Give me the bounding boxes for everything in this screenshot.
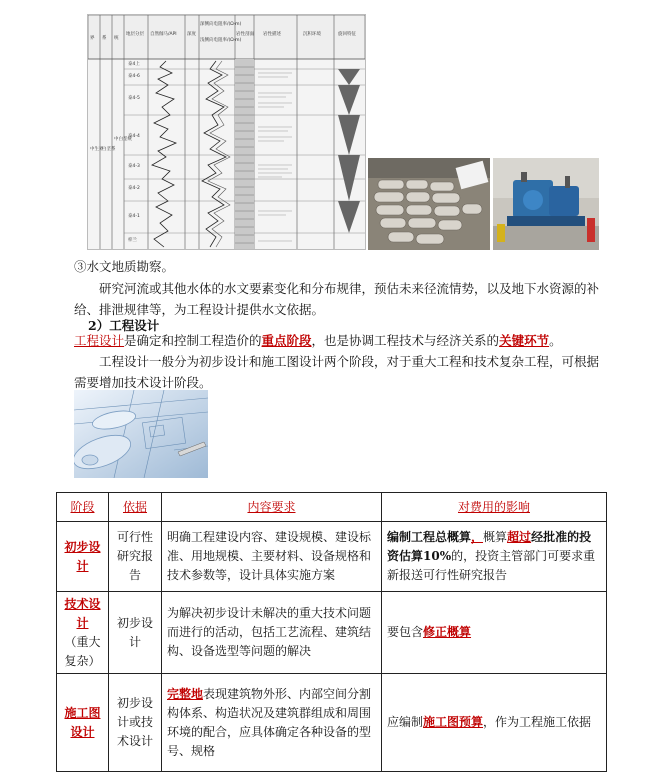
fig-era-3: 中白垩统 (114, 137, 132, 142)
row1-effect-c: 概算 (483, 530, 508, 544)
fig-s4: 泰4-4 (128, 134, 140, 139)
th-basis: 依据 (109, 493, 162, 522)
fig-s7: 泰4-1 (128, 214, 140, 219)
row1-effect (382, 522, 607, 592)
row2-stage: 技术设计 (64, 596, 101, 630)
row1-effect-e: 经批准的投资估算10% (387, 530, 592, 563)
hydro-heading: ③水文地质勘察。 (74, 259, 175, 274)
fig-h-shallow-res: 浅侧向电阻率/(Ω·m) (200, 38, 242, 43)
fig-h-lith: 岩性剖面 (236, 32, 254, 37)
fig-h-cycle: 旋回特征 (338, 32, 356, 37)
row2-basis: 初步设计 (109, 592, 162, 674)
fig-s3: 泰4-5 (128, 96, 140, 101)
row3-content (162, 674, 382, 772)
row3-effect-a: 应编制 (387, 715, 424, 729)
th-content: 内容要求 (162, 493, 382, 522)
pump-equipment-photo (493, 158, 599, 250)
row3-effect (382, 674, 607, 772)
design-s1-b: 是确定和控制工程造价的 (124, 333, 262, 348)
fig-h-env: 沉积环境 (303, 32, 321, 37)
row1-effect-d: 超过 (507, 530, 532, 544)
table-header-row (57, 493, 607, 522)
design-stage-table (56, 492, 607, 772)
table-row (57, 674, 607, 772)
row3-basis: 初步设计或技术设计 (109, 674, 162, 772)
key-stage: 重点阶段 (261, 333, 312, 348)
th-stage: 阶段 (57, 493, 109, 522)
row2-effect (382, 592, 607, 674)
key-link: 关键环节 (499, 333, 550, 348)
row3-content-a: 完整地 (167, 686, 204, 701)
table-row (57, 522, 607, 592)
row1-effect-a: 编制工程总概算 (387, 530, 472, 544)
design-term: 工程设计 (74, 333, 125, 348)
fig-h-deep-res: 深侧向电阻率/(Ω·m) (200, 22, 242, 27)
fig-s1: 泰4上 (128, 62, 140, 67)
core-sample-photo (368, 158, 490, 250)
fig-s8: 梓兰 (128, 238, 137, 243)
row3-effect-c: ，作为工程施工依据 (483, 715, 592, 729)
fig-h-tong: 统 (114, 36, 119, 41)
fig-h-jie: 界 (90, 36, 95, 41)
row2-effect-a: 要包含 (387, 625, 424, 639)
row2-content: 为解决初步设计未解决的重大技术问题而进行的活动，包括工艺流程、建筑结构、设备选型等问题的解决 (162, 592, 382, 674)
design-s1-d: ，也是协调工程技术与经济关系的 (311, 333, 500, 348)
design-sentence-1 (74, 330, 614, 351)
fig-s6: 泰4-2 (128, 186, 140, 191)
row3-effect-b: 施工图预算 (423, 715, 484, 729)
fig-h-desc: 岩性描述 (263, 32, 281, 37)
hydro-body: 研究河流或其他水体的水文要素变化和分布规律，预估未来径流情势，以及地下水资源的补给、排泄规律等，为工程设计提供水文依据。 (74, 281, 600, 317)
row2-stage-cell (57, 592, 109, 674)
fig-s5: 泰4-3 (128, 164, 140, 169)
row3-content-b: 表现建筑物外形、内部空间分割构体系、构造状况及建筑群组成和周围环境的配合，应具体确定各种设备的型号、规格 (167, 686, 372, 758)
fig-h-gamma: 自然伽马/API (150, 32, 177, 37)
well-log-figure (87, 14, 366, 250)
row1-basis: 可行性研究报告 (109, 522, 162, 592)
fig-h-xi: 系 (102, 36, 107, 41)
design-s1-f: 。 (549, 333, 562, 348)
blueprint-image (74, 390, 208, 478)
row3-stage: 施工图设计 (57, 674, 109, 772)
fig-h-strata: 地层分层 (126, 32, 144, 37)
row1-stage: 初步设计 (57, 522, 109, 592)
row2-effect-b: 修正概算 (423, 625, 472, 639)
row1-effect-f: 的，投资主管部门可要求重新报送可行性研究报告 (387, 549, 596, 582)
design-heading: 2）工程设计 (88, 318, 160, 333)
row2-stage-note: （重大复杂） (64, 634, 101, 668)
fig-era-1: 中生界 (90, 147, 104, 152)
table-row (57, 592, 607, 674)
design-sentence-2: 工程设计一般分为初步设计和施工图设计两个阶段，对于重大工程和技术复杂工程，可根据需要增加技术设计阶段。 (74, 354, 600, 390)
row1-content: 明确工程建设内容、建设规模、建设标准、用地规模、主要材料、设备规格和技术参数等，设计具体实施方案 (162, 522, 382, 592)
th-effect: 对费用的影响 (382, 493, 607, 522)
row1-effect-b: ， (471, 530, 484, 544)
fig-era-2: 白垩系 (102, 147, 116, 152)
fig-s2: 泰4-6 (128, 74, 140, 79)
fig-h-depth: 深度 (187, 32, 196, 37)
